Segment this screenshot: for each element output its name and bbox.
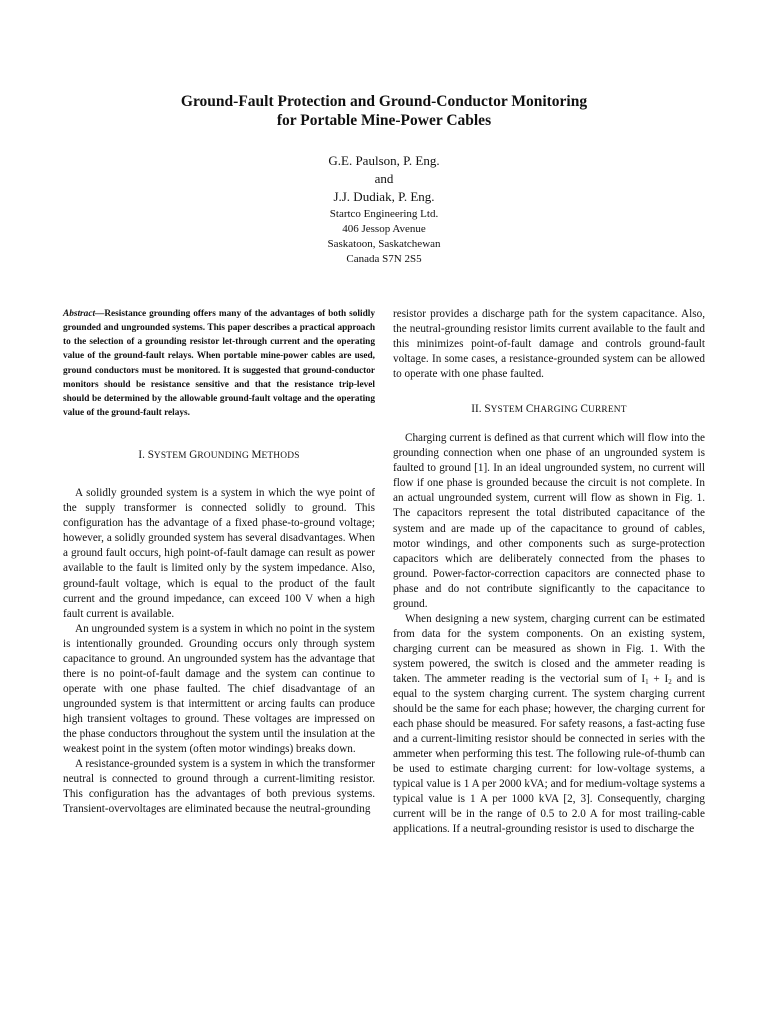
title-line-2: for Portable Mine-Power Cables [276, 112, 492, 129]
section-1-paragraph-2: An ungrounded system is a system in which no point in the system is intentionally grounded. Grounding occurs only through system capacitance to ground. An ungrounded system has the advantage that there is no point-of-fault damage and the system can continue to operate with one phase faulted. The chief disadvantage of an ungrounded system is that intermittent or arcing faults can produce high transient voltages to ground. These voltages are impressed on the phase conductors throughout the system until the insulation at the weakest point in the system (often motor windings) breaks down. [63, 622, 375, 756]
author-2: J.J. Dudiak, P. Eng. [333, 189, 435, 204]
subscript-2: 2 [668, 677, 672, 686]
affiliation-block [0, 207, 768, 267]
abstract-lead: Abstract [63, 309, 96, 319]
affiliation-company: Startco Engineering Ltd. [329, 208, 439, 220]
affiliation-country: Canada S7N 2S5 [346, 253, 422, 265]
author-1: G.E. Paulson, P. Eng. [328, 153, 440, 168]
title-line-1: Ground-Fault Protection and Ground-Conductor Monitoring [180, 93, 588, 110]
right-column [393, 307, 705, 838]
author-conjunction: and [374, 171, 394, 186]
section-1-paragraph-1: A solidly grounded system is a system in which the wye point of the supply transformer is connected solidly to ground. This configuration has the advantage of a fixed phase-to-ground voltage; however, a solidly grounded system has several disadvantages. When a ground fault occurs, high point-of-fault damage can result as power available to the fault is limited only by the system impedance. Also, ground-fault voltage, which is equal to the product of the fault current and the ground impedance, can exceed 100 V when a high fault current is available. [63, 487, 375, 620]
paper-title [0, 92, 768, 130]
subscript-1: 1 [645, 677, 649, 686]
section-2-heading: II. SYSTEM CHARGING CURRENT [471, 403, 627, 416]
abstract [63, 307, 375, 420]
affiliation-city: Saskatoon, Saskatchewan [327, 238, 441, 250]
affiliation-street: 406 Jessop Avenue [342, 223, 426, 235]
section-1-heading: I. SYSTEM GROUNDING METHODS [138, 449, 300, 462]
abstract-text: —Resistance grounding offers many of the advantages of both solidly grounded and ungrounded systems. This paper describes a practical approach to the selection of a grounding resistor let-through current and the operating value of the ground-fault relays. When portable mine-power cables are used, ground conductors must be monitored. It is suggested that ground-conductor monitors should be resistance sensitive and that the resistance trip-level should be determined by the allowable ground-fault voltage and the operating value of the ground-fault relays. [63, 309, 375, 419]
section-2-paragraph-2: When designing a new system, charging current can be estimated from data for the system components. On an existing system, charging current can be measured as shown in Fig. 1. With the system powered, the switch is closed and the ammeter reading is taken. The ammeter reading is the vectorial sum of $I_1 + I_2$ and is equal to the system charging current. The system charging current should be the same for each phase; however, the charging current for each phase should be measured. For safety reasons, a fast-acting fuse and a current-limiting resistor should be connected in series with the ammeter when performing this test. The following rule-of-thumb can be used to estimate charging current: for low-voltage systems, a typical value is 1 A per 2000 kVA; and for medium-voltage systems a typical value is 1 A per 1000 kVA [2, 3]. Consequently, charging current will be in the range of 0.5 to 2.0 A for most trailing-cable applications. If a neutral-grounding resistor is used to discharge the [393, 612, 705, 836]
left-column [63, 307, 375, 817]
section-1-paragraph-3: A resistance-grounded system is a system in which the transformer neutral is connected to ground through a current-limiting resistor. This configuration has the advantages of both previous systems. Transient-overvoltages are eliminated because the neutral-grounding [63, 758, 375, 816]
section-2-paragraph-1: Charging current is defined as that current which will flow into the grounding connection when one phase of an ungrounded system is faulted to ground [1]. In an ideal ungrounded system, no current will flow if one phase is grounded because the circuit is not complete. In an actual ungrounded system, current will flow as shown in Fig. 1. The capacitors represent the total distributed capacitance of the system and are made up of the capacitance to ground of cables, motor windings, and other components such as surge-protection capacitors which are deliberately connected from the phases to ground. Power-factor-correction capacitors are connected phase to phase and do not contribute significantly to the capacitance to ground. [393, 432, 705, 610]
right-column-continuation: resistor provides a discharge path for the system capacitance. Also, the neutral-grounding resistor limits current available to the fault and this minimizes point-of-fault damage and controls ground-fault voltage. In some cases, a resistance-grounded system can be allowed to operate with one phase faulted. [393, 308, 705, 381]
author-block [0, 152, 768, 206]
